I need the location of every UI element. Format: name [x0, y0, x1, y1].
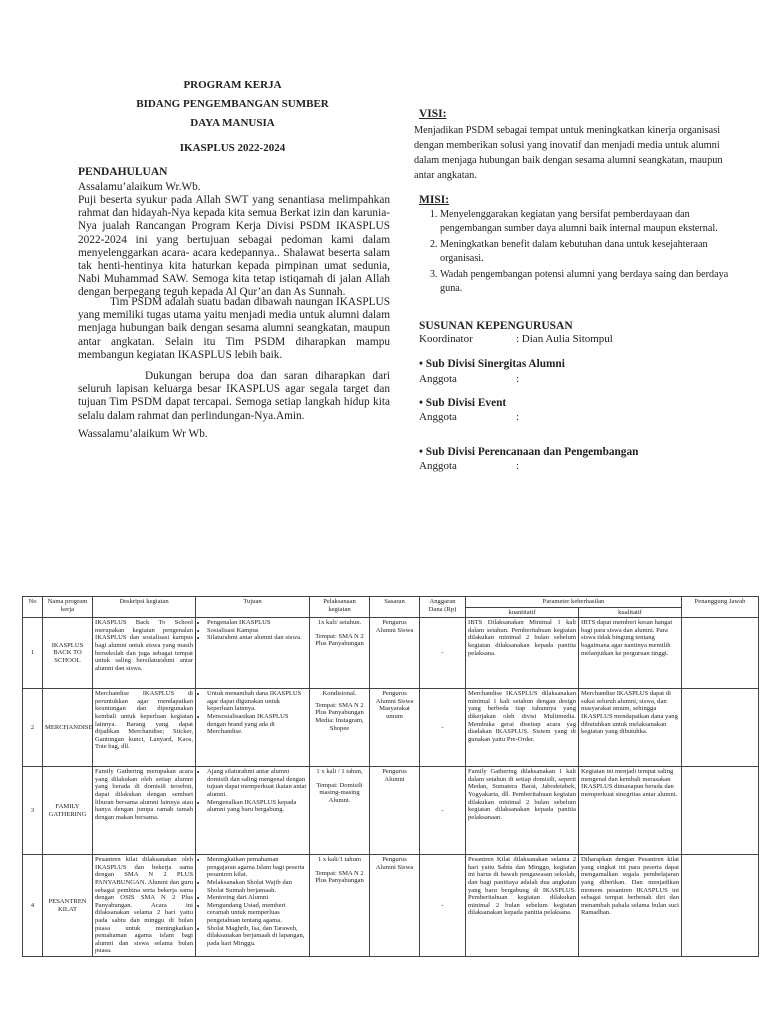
row-anggaran: -: [420, 618, 466, 689]
pelaksanaan-frekuensi: 1x kali/ setahun.: [317, 619, 362, 627]
pelaksanaan-frekuensi: Kondisional.: [322, 690, 357, 698]
anggota-label: Anggota: [419, 411, 457, 423]
tujuan-item: • Sholat Maghrib, Isa, dan Taraweh, dilaksanakan berjamaah di lapangan, pada hari Minggu.: [207, 925, 307, 948]
table-row: [23, 855, 759, 957]
row-sasaran: Pengurus Alumni Siswa Masyarakat umum: [370, 689, 420, 767]
row-anggaran: -: [420, 767, 466, 855]
row-kuantitatif: Family Gathering dilaksanakan 1 kali dalam setahun di setiap domisili, seperti Medan, Sumatera Barat, Jabodetabek, Yogyakarta, dll. Pemberitahuan kegiatan dilakukan minimal 2 bulan sebelum kegiatan dilaksanakan kepada panitia pelaksanaan.: [466, 767, 579, 855]
row-pj: [682, 689, 759, 767]
misi-heading: MISI:: [419, 194, 450, 206]
row-kuantitatif: IBTS Dilaksanakan Minimal 1 kali dalam setahun. Pemberitahuan kegiatan dilakukan minimal 2 bulan sebelum kegiatan dilaksanakan kepada panitia pelaksana.: [466, 618, 579, 689]
col-header-anggaran: Anggaran Dana (Rp): [420, 597, 466, 618]
col-header-deskripsi: Deskripsi kegiatan: [93, 597, 196, 618]
row-kualitatif: IBTS dapat memberi kesan hangat bagi para siswa dan alumni. Para siswa tidak bingung tentang bagaimana agar nantinya memilih melanjutkan ke perguruan tinggi.: [579, 618, 682, 689]
row-sasaran: Pengurus Alumni: [370, 767, 420, 855]
misi-list: [420, 208, 752, 298]
pelaksanaan-frekuensi: 1 x kali/1 tahum: [317, 856, 362, 864]
pelaksanaan-frekuensi: 1 x kali / 1 tahun,: [316, 768, 363, 776]
col-header-sasaran: Sasaran: [370, 597, 420, 618]
pelaksanaan-tempat: Tempat: Domisili masing-masing Alumni.: [316, 781, 363, 804]
row-kuantitatif: Merchandise IKASPLUS dilaksanakan minimal 1 kali setahun dengan design yang berbeda tiap tahunnya yang dikerjakan oleh divisi Multimedia. Membuka gerai disetiap acara yag diadakan IKASPLUS. Sistem yang di gunakan yaitu Pre-Order.: [466, 689, 579, 767]
anggota-label: Anggota: [419, 460, 457, 472]
tujuan-item: • Silaturahmi antar alumni dan siswa.: [207, 634, 307, 642]
col-header-kuantitatif: kuantitatif: [466, 607, 579, 618]
col-header-pj: Penanggung Jawab: [682, 597, 759, 618]
row-deskripsi: Merchandise IKASPLUS di peruntukkan agar mendapatkan keuntungan dan dipergunakan kembali untuk keperluan kegiatan lainnya. Barang yang dapat dijadikan Merchandise; Sticker, Gantungan kunci, Lanyard, Kaos, Tote bag, dll.: [93, 689, 196, 767]
tujuan-item: • Mentoring dari Alumni: [207, 894, 307, 902]
visi-heading: VISI:: [419, 108, 447, 120]
col-header-nama: Nama program kerja: [43, 597, 93, 618]
tujuan-item: • Mengenalkan IKASPLUS kepada alumni yang baru bergabung.: [207, 799, 307, 814]
pendahuluan-heading: PENDAHULUAN: [78, 166, 168, 178]
subdivisi-perencanaan: • Sub Divisi Perencanaan dan Pengembangan: [419, 446, 639, 458]
table-row: [23, 618, 759, 689]
row-pelaksanaan: [310, 618, 370, 689]
row-nama: MERCHANDISE: [43, 689, 93, 767]
pendahuluan-closing: Wassalamu’alaikum Wr Wb.: [78, 428, 208, 440]
kepengurusan-heading: SUSUNAN KEPENGURUSAN: [419, 320, 573, 332]
tujuan-item: • Pengenalan IKASPLUS: [207, 619, 307, 627]
row-nama: IKASPLUS BACK TO SCHOOL: [43, 618, 93, 689]
subdivisi-event: • Sub Divisi Event: [419, 397, 507, 409]
row-sasaran: Pengurus Alumni Siswa: [370, 618, 420, 689]
row-pelaksanaan: [310, 767, 370, 855]
pendahuluan-paragraph-1: Puji beserta syukur pada Allah SWT yang senantiasa melimpahkan rahmat dan hidayah-Nya kepada kita semua Berkat izin dan karunia-Nya jualah Rancangan Program Kerja Divisi PSDM IKASPLUS 2022-2024 ini yang bertujuan sebagai pedoman kami dalam menyelenggarkan acara- acara kedepannya.. Shalawat beserta salam tak henti-hentinya kita haturkan kepada pimpinan umat sedunia, Nabi Muhammad SAW. Semoga kita tetap istiqamah di jalan Allah dengan berpegang teguh kepada Al Qur’an dan As Sunnah.: [78, 194, 390, 299]
doc-title-line1: PROGRAM KERJA: [183, 79, 282, 91]
pendahuluan-paragraph-3: Dukungan berupa doa dan saran diharapkan dari seluruh lapisan keluarga besar IKASPLUS agar segala target dan tujuan Tim PSDM dapat tercapai. Semoga setiap langkah hidup kita selalu dalam rahmat dan perlindungan-Nya.Amin.: [78, 370, 390, 422]
row-pj: [682, 618, 759, 689]
tujuan-item: • Sosialisasi Kampus: [207, 627, 307, 635]
tujuan-item: • Ajang silaturahmi antar alumni domisili dan saling mengenal dengan tujuan dapat memperkuat ikatan antar alumni.: [207, 768, 307, 798]
subdivisi-name: Sub Divisi Perencanaan dan Pengembangan: [425, 446, 639, 458]
row-no: 4: [23, 855, 43, 957]
row-pelaksanaan: [310, 855, 370, 957]
pelaksanaan-tempat: Tempat: SMA N 2 Plus Panyabungan Media: Instagram, Shopee: [315, 701, 364, 732]
tujuan-item: • Mengundang Ustad, memberi ceramah untuk memperluas pengetahuan tentang agama.: [207, 902, 307, 925]
row-pj: [682, 767, 759, 855]
visi-text: Menjadikan PSDM sebagai tempat untuk meningkatkan kinerja organisasi dengan memberikan solusi yang inovatif dan menjadi media untuk alumni dalam menjaga hubungan baik dengan sesama alumni seangkatan, maupun antar angkatan.: [414, 125, 723, 181]
pendahuluan-salam: Assalamu’alaikum Wr.Wb.: [78, 181, 201, 193]
doc-title-line4: IKASPLUS 2022-2024: [179, 142, 286, 154]
row-deskripsi: Pesantren kilat dilaksanakan oleh IKASPLUS dan bekerja sama dengan SMA N 2 PLUS PANYABUNGAN. Alumni dan guru sebagai pembina serta bekerja sama dengan OSIS SMA N 2 Plus Panyabungan. Acara ini dilaksanakan selama 2 hari yaitu pada sabtu dan minggu di bulan puasa untuk meningkatkan pemahaman agama islam bagi alumni dan siswa selama bulan puasa.: [93, 855, 196, 957]
tujuan-item: • Mensosialisasikan IKASPLUS dengan brand yang ada di Merchandise.: [207, 713, 307, 736]
anggota-value: :: [516, 460, 520, 472]
row-tujuan: [196, 689, 310, 767]
anggota-value: :: [516, 411, 520, 423]
col-header-kualitatif: kualitatif: [579, 607, 682, 618]
row-deskripsi: IKASPLUS Back To School merupakan kegiatan pengenalan IKASPLUS dan sosialisasi kampus bagi alumni untuk siswa yang masih bersekolah dan juga sebagai tempat untuk saling bersilaturahmi antar alumni dan siswa.: [93, 618, 196, 689]
pelaksanaan-tempat: Tempat: SMA N 2 Plus Panyabungan: [315, 632, 364, 648]
tujuan-item: • Untuk menambah dana IKASPLUS agar dapat digunakan untuk keperluan lainnya.: [207, 690, 307, 713]
tujuan-item: • Meningkatkan pemahaman pengajaran agama Islam bagi peserta pesantren kilat.: [207, 856, 307, 879]
row-deskripsi: Family Gathering merupakan acara yang dilakukan oleh setiap alumni yang berada di domisili tersebut, dapat dilakukan dengan sembari liburan bersama alumni lainnya atau hanya dengan jumpa ramah tamah dengan makan bersama.: [93, 767, 196, 855]
row-pelaksanaan: [310, 689, 370, 767]
row-tujuan: [196, 855, 310, 957]
row-no: 3: [23, 767, 43, 855]
col-header-pelaksanaan: Pelaksanaan kegiatan: [310, 597, 370, 618]
row-anggaran: -: [420, 855, 466, 957]
row-tujuan: [196, 618, 310, 689]
row-pj: [682, 855, 759, 957]
row-no: 2: [23, 689, 43, 767]
row-kuantitatif: Pesantren Kilat dilaksanakan selama 2 hari yaitu Sabtu dan Minggu, kegiatan ini harus di bawah pengawasan sekolah, dan bagi panitiaya adalah dua angkatan yang baru bergabung di IKASPLUS. Pemberitahuan kegiatan dilakukan minimal 2 bulan sebelum kegiatan dilaksanakan kepada panitia pelaksana.: [466, 855, 579, 957]
table-row: [23, 689, 759, 767]
misi-item: 2. Meningkatkan benefit dalam kebutuhan dana untuk kesejahteraan organisasi.: [440, 238, 752, 266]
col-header-no: No: [23, 597, 43, 618]
pelaksanaan-tempat: Tempat: SMA N 2 Plus Panyabungan: [315, 869, 364, 885]
row-sasaran: Pengurus Alumni Siswa: [370, 855, 420, 957]
row-kualitatif: Merchandise IKASPLUS dapat di sukai seluruh alumni, siswa, dan masyarakat umum, sehingga IKASPLUS mendapatkan dana yang dibutuhkan untuk melaksanakan kegiatan yang dibutuhka.: [579, 689, 682, 767]
program-kerja-table: [22, 596, 759, 957]
col-header-tujuan: Tujuan: [196, 597, 310, 618]
subdivisi-name: Sub Divisi Sinergitas Alumni: [425, 358, 565, 370]
col-header-parameter: Parameter keberhasilan: [466, 597, 682, 608]
pendahuluan-paragraph-2: Tim PSDM adalah suatu badan dibawah naungan IKASPLUS yang memiliki tugas utama yaitu menjadi media untuk alumni dalam menjaga hubungan baik dengan sesama alumni seangkatan, maupun antar angkatan. Selain itu Tim PSDM diharapkan mampu membangun kegiatan IKASPLUS lebih baik.: [78, 296, 390, 361]
misi-item: 1. Menyelenggarakan kegiatan yang bersifat pemberdayaan dan pengembangan sumber daya alumni baik internal maupun eksternal.: [440, 208, 752, 236]
subdivisi-sinergitas: • Sub Divisi Sinergitas Alumni: [419, 358, 565, 370]
anggota-label: Anggota: [419, 373, 457, 385]
row-kualitatif: Kegiatan ini menjadi tempat saling mengenal dan kembali merasakan IKASPLUS dimanapun berada dan memperkuat sinegritas antar alumni.: [579, 767, 682, 855]
row-nama: PESANTREN KILAT: [43, 855, 93, 957]
row-kualitatif: Diharapkan dengan Pesantren kilat yang singkat ini para peserta dapat mengamalkan segala pembelajaran yang diberikan. Dan menjadikan momem pesantren IKASPLUS ini sebagai tempat berbenah diri dan menambah pahala selama bulan suci Ramadhan.: [579, 855, 682, 957]
subdivisi-name: Sub Divisi Event: [425, 397, 507, 409]
tujuan-item: • Melaksanakan Sholat Wajib dan Sholat Sunnah berjamaah.: [207, 879, 307, 894]
row-no: 1: [23, 618, 43, 689]
misi-item: 3. Wadah pengembangan potensi alumni yang berdaya saing dan berdaya guna.: [440, 268, 752, 296]
row-nama: FAMILY GATHERING: [43, 767, 93, 855]
koordinator-label: Koordinator: [419, 333, 473, 345]
row-tujuan: [196, 767, 310, 855]
doc-title-line3: DAYA MANUSIA: [190, 117, 275, 129]
row-anggaran: -: [420, 689, 466, 767]
anggota-value: :: [516, 373, 520, 385]
doc-title-line2: BIDANG PENGEMBANGAN SUMBER: [136, 98, 329, 110]
koordinator-value: : Dian Aulia Sitompul: [516, 333, 613, 345]
table-row: [23, 767, 759, 855]
